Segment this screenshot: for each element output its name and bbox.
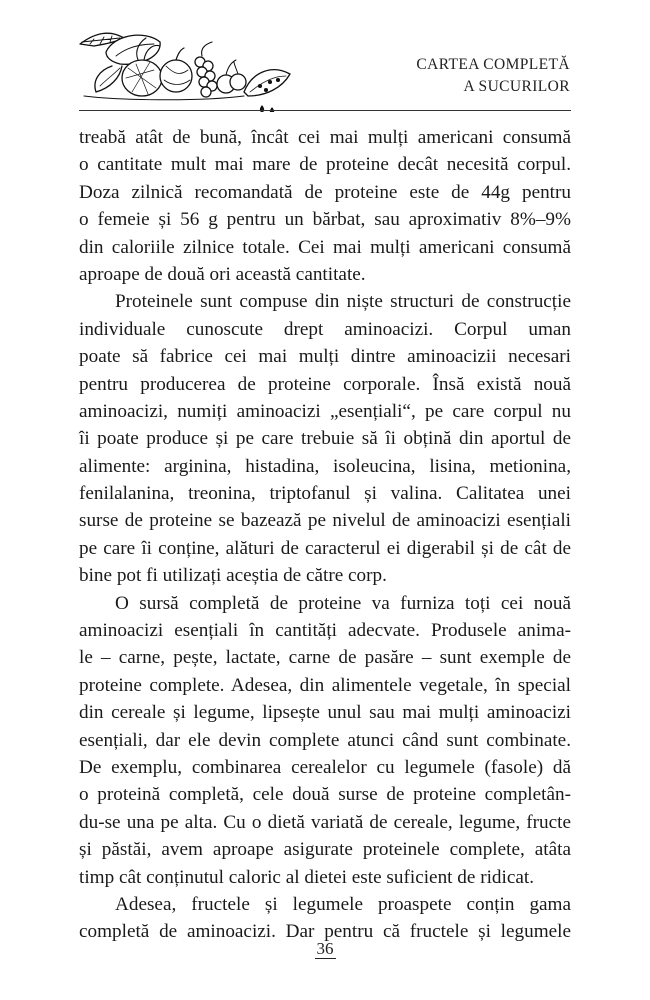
text-line: o cantitate mult mai mare de proteine decât necesită corpul. <box>79 154 571 176</box>
text-line: pe care îi conține, alături de caracterul ei digerabil și de cât de <box>79 537 571 559</box>
text-line: timp cât conținutul caloric al dietei este suficient de ridicat. <box>79 866 535 888</box>
text-line: și păstăi, avem aproape asigurate proteinele complete, atâta <box>79 839 571 861</box>
text-line: proteine complete. Adesea, din alimentele vegetale, în special <box>79 674 571 696</box>
text-line: treabă atât de bună, încât cei mai mulți americani consumă <box>79 127 571 148</box>
text-line: fenilalanina, treonina, triptofanul și valina. Calitatea unei <box>79 483 571 505</box>
text-line: pentru producerea de proteine corporale. Însă există nouă <box>79 373 571 395</box>
text-line: aminoacizi, numiți aminoacizi „esențiali“, pe care corpul nu <box>79 400 571 422</box>
paragraph <box>79 590 571 891</box>
text-line: îi poate produce și pe care trebuie să îi obțină din aportul de <box>79 428 571 450</box>
running-header <box>416 54 570 98</box>
text-line: Adesea, fructele și legumele proaspete conțin gama <box>115 893 571 915</box>
text-line: esențiali, dar ele devin complete atunci când sunt combinate. <box>79 729 571 751</box>
text-line: din caloriile zilnice totale. Cei mai mulți americani consumă <box>79 236 571 258</box>
text-line: du-se una pe alta. Cu o dietă variată de cereale, legume, fructe <box>79 811 571 833</box>
text-line: aminoacizi esențiali în cantități adecvate. Produsele anima- <box>79 620 571 642</box>
paragraph <box>79 891 571 946</box>
text-line: Doza zilnică recomandată de proteine este de 44g pentru <box>79 181 571 203</box>
header-rule <box>79 110 571 111</box>
text-line: le – carne, pește, lactate, carne de pasăre – sunt exemple de <box>79 647 571 669</box>
text-line: alimente: arginina, histadina, isoleucina, lisina, metionina, <box>79 455 571 477</box>
text-line: completă de aminoacizi. Dar pentru că fructele și legumele <box>79 921 571 943</box>
paragraph <box>79 288 571 589</box>
text-line: De exemplu, combinarea cerealelor cu legumele (fasole) dă <box>79 756 571 778</box>
paragraph <box>79 124 571 288</box>
text-line: o proteină completă, cele două surse de proteine completân- <box>79 784 571 806</box>
text-line: surse de proteine se bazează pe nivelul de aminoacizi esențiali <box>79 510 571 532</box>
text-line: O sursă completă de proteine va furniza toți cei nouă <box>115 592 571 614</box>
text-line: bine pot fi utilizați aceștia de către corp. <box>79 565 387 587</box>
page-number <box>0 939 650 959</box>
running-header-line-1: CARTEA COMPLETĂ <box>416 56 570 73</box>
body-text <box>79 124 571 946</box>
text-line: poate să fabrice cei mai mulți dintre aminoacizii necesari <box>79 346 571 368</box>
text-line: o femeie și 56 g pentru un bărbat, sau aproximativ 8%–9% <box>79 209 571 231</box>
text-line: aproape de două ori această cantitate. <box>79 263 366 285</box>
text-line: individuale cunoscute drept aminoacizi. Corpul uman <box>79 318 571 340</box>
text-line: din cereale și legume, lipsește unul sau mai mulți aminoacizi <box>79 702 571 724</box>
text-line: Proteinele sunt compuse din niște structuri de construcție <box>115 291 571 313</box>
running-header-line-2: A SUCURILOR <box>463 78 570 95</box>
page-number-value: 36 <box>316 939 334 958</box>
fruit-illustration <box>76 22 298 112</box>
